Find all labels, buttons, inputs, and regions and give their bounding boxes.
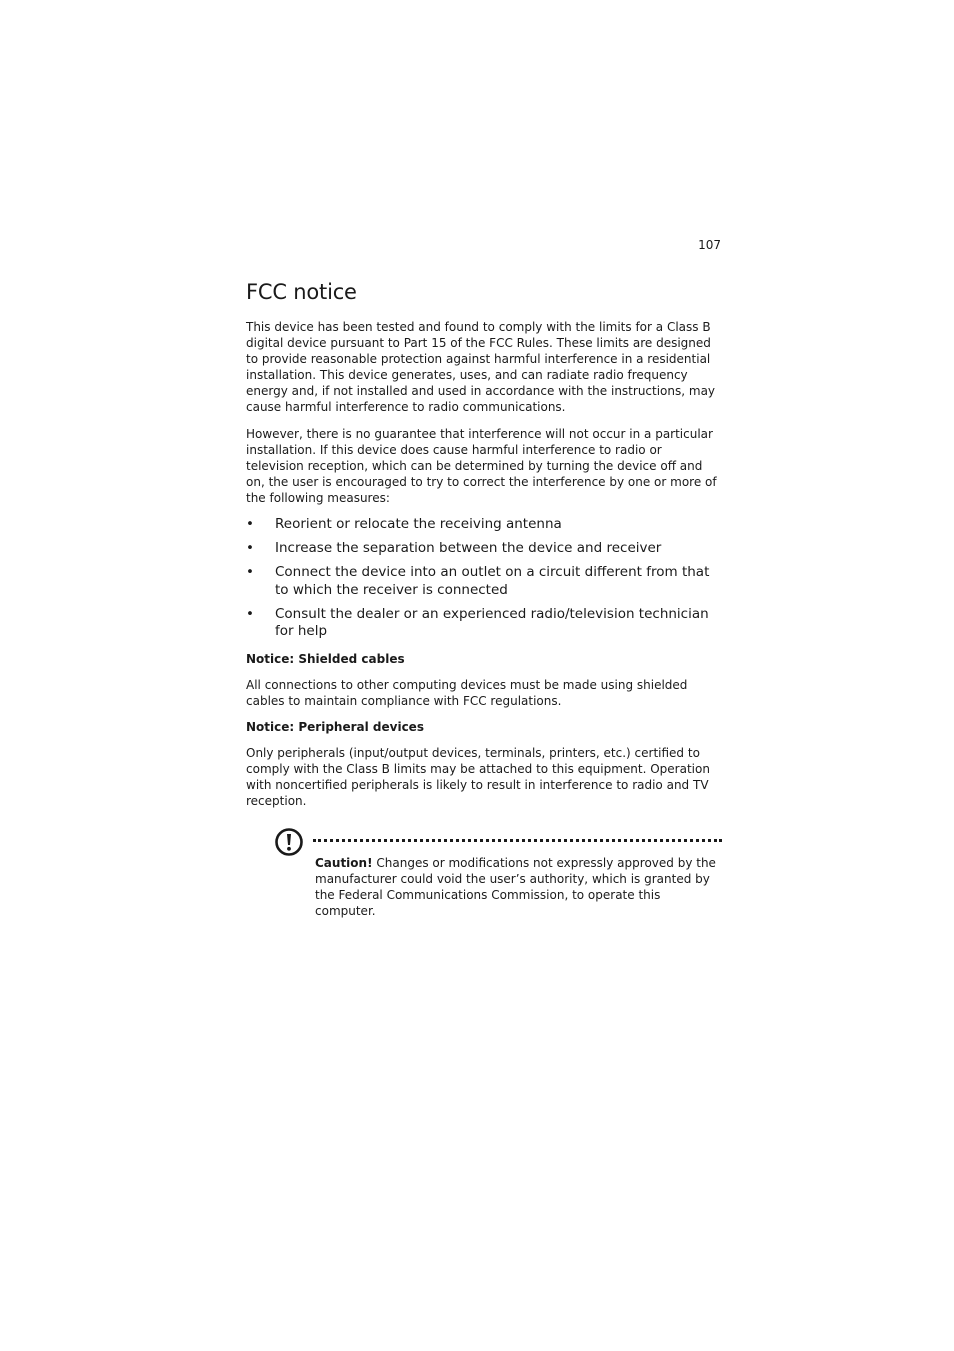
list-item-text: Consult the dealer or an experienced radio/television technician for help (275, 605, 709, 640)
list-item-text: Connect the device into an outlet on a circuit different from that to which the receiver is connected (275, 564, 710, 598)
caution-box (246, 827, 722, 927)
caution-body: Changes or modifications not expressly approved by the manufacturer could void the user’s authority, which is granted by the Federal Communications Commission, to operate this computer. (315, 856, 716, 919)
intro-paragraph-1: This device has been tested and found to comply with the limits for a Class B digital device pursuant to Part 15 of the FCC Rules. These limits are designed to provide reasonable protection against harmful interference in a residential installation. This device generates, uses, and can radiate radio frequency energy and, if not installed and used in accordance with the instructions, may cause harmful interference to radio communications. (246, 320, 716, 415)
bullet-icon: • (246, 516, 254, 533)
exclamation-icon (274, 827, 304, 857)
bullet-icon: • (246, 564, 254, 581)
list-item (246, 516, 722, 534)
document-body (246, 278, 722, 927)
caution-text (315, 855, 721, 919)
dotted-divider (313, 839, 722, 842)
shielded-cables-heading: Notice: Shielded cables (246, 651, 405, 666)
caution-label: Caution! (315, 856, 373, 871)
peripheral-devices-heading: Notice: Peripheral devices (246, 719, 424, 734)
bullet-icon: • (246, 605, 254, 622)
list-item-text: Reorient or relocate the receiving antenna (275, 516, 562, 533)
list-item (246, 606, 722, 641)
list-item-text: Increase the separation between the device and receiver (275, 540, 662, 557)
intro-paragraph-2: However, there is no guarantee that interference will not occur in a particular installation. If this device does cause harmful interference to radio or television reception, which can be determined by turning the device off and on, the user is encouraged to try to correct the interference by one or more of the following measures: (246, 426, 717, 505)
measures-list (246, 516, 722, 641)
list-item (246, 540, 722, 558)
page-number: 107 (698, 238, 721, 252)
page-title: FCC notice (246, 280, 357, 304)
bullet-icon: • (246, 540, 254, 557)
peripheral-devices-text: Only peripherals (input/output devices, terminals, printers, etc.) certified to comply with the Class B limits may be attached to this equipment. Operation with noncertified peripherals is likely to result in interference to radio and TV reception. (246, 745, 710, 808)
list-item (246, 564, 722, 599)
shielded-cables-text: All connections to other computing devices must be made using shielded cables to maintain compliance with FCC regulations. (246, 677, 688, 708)
